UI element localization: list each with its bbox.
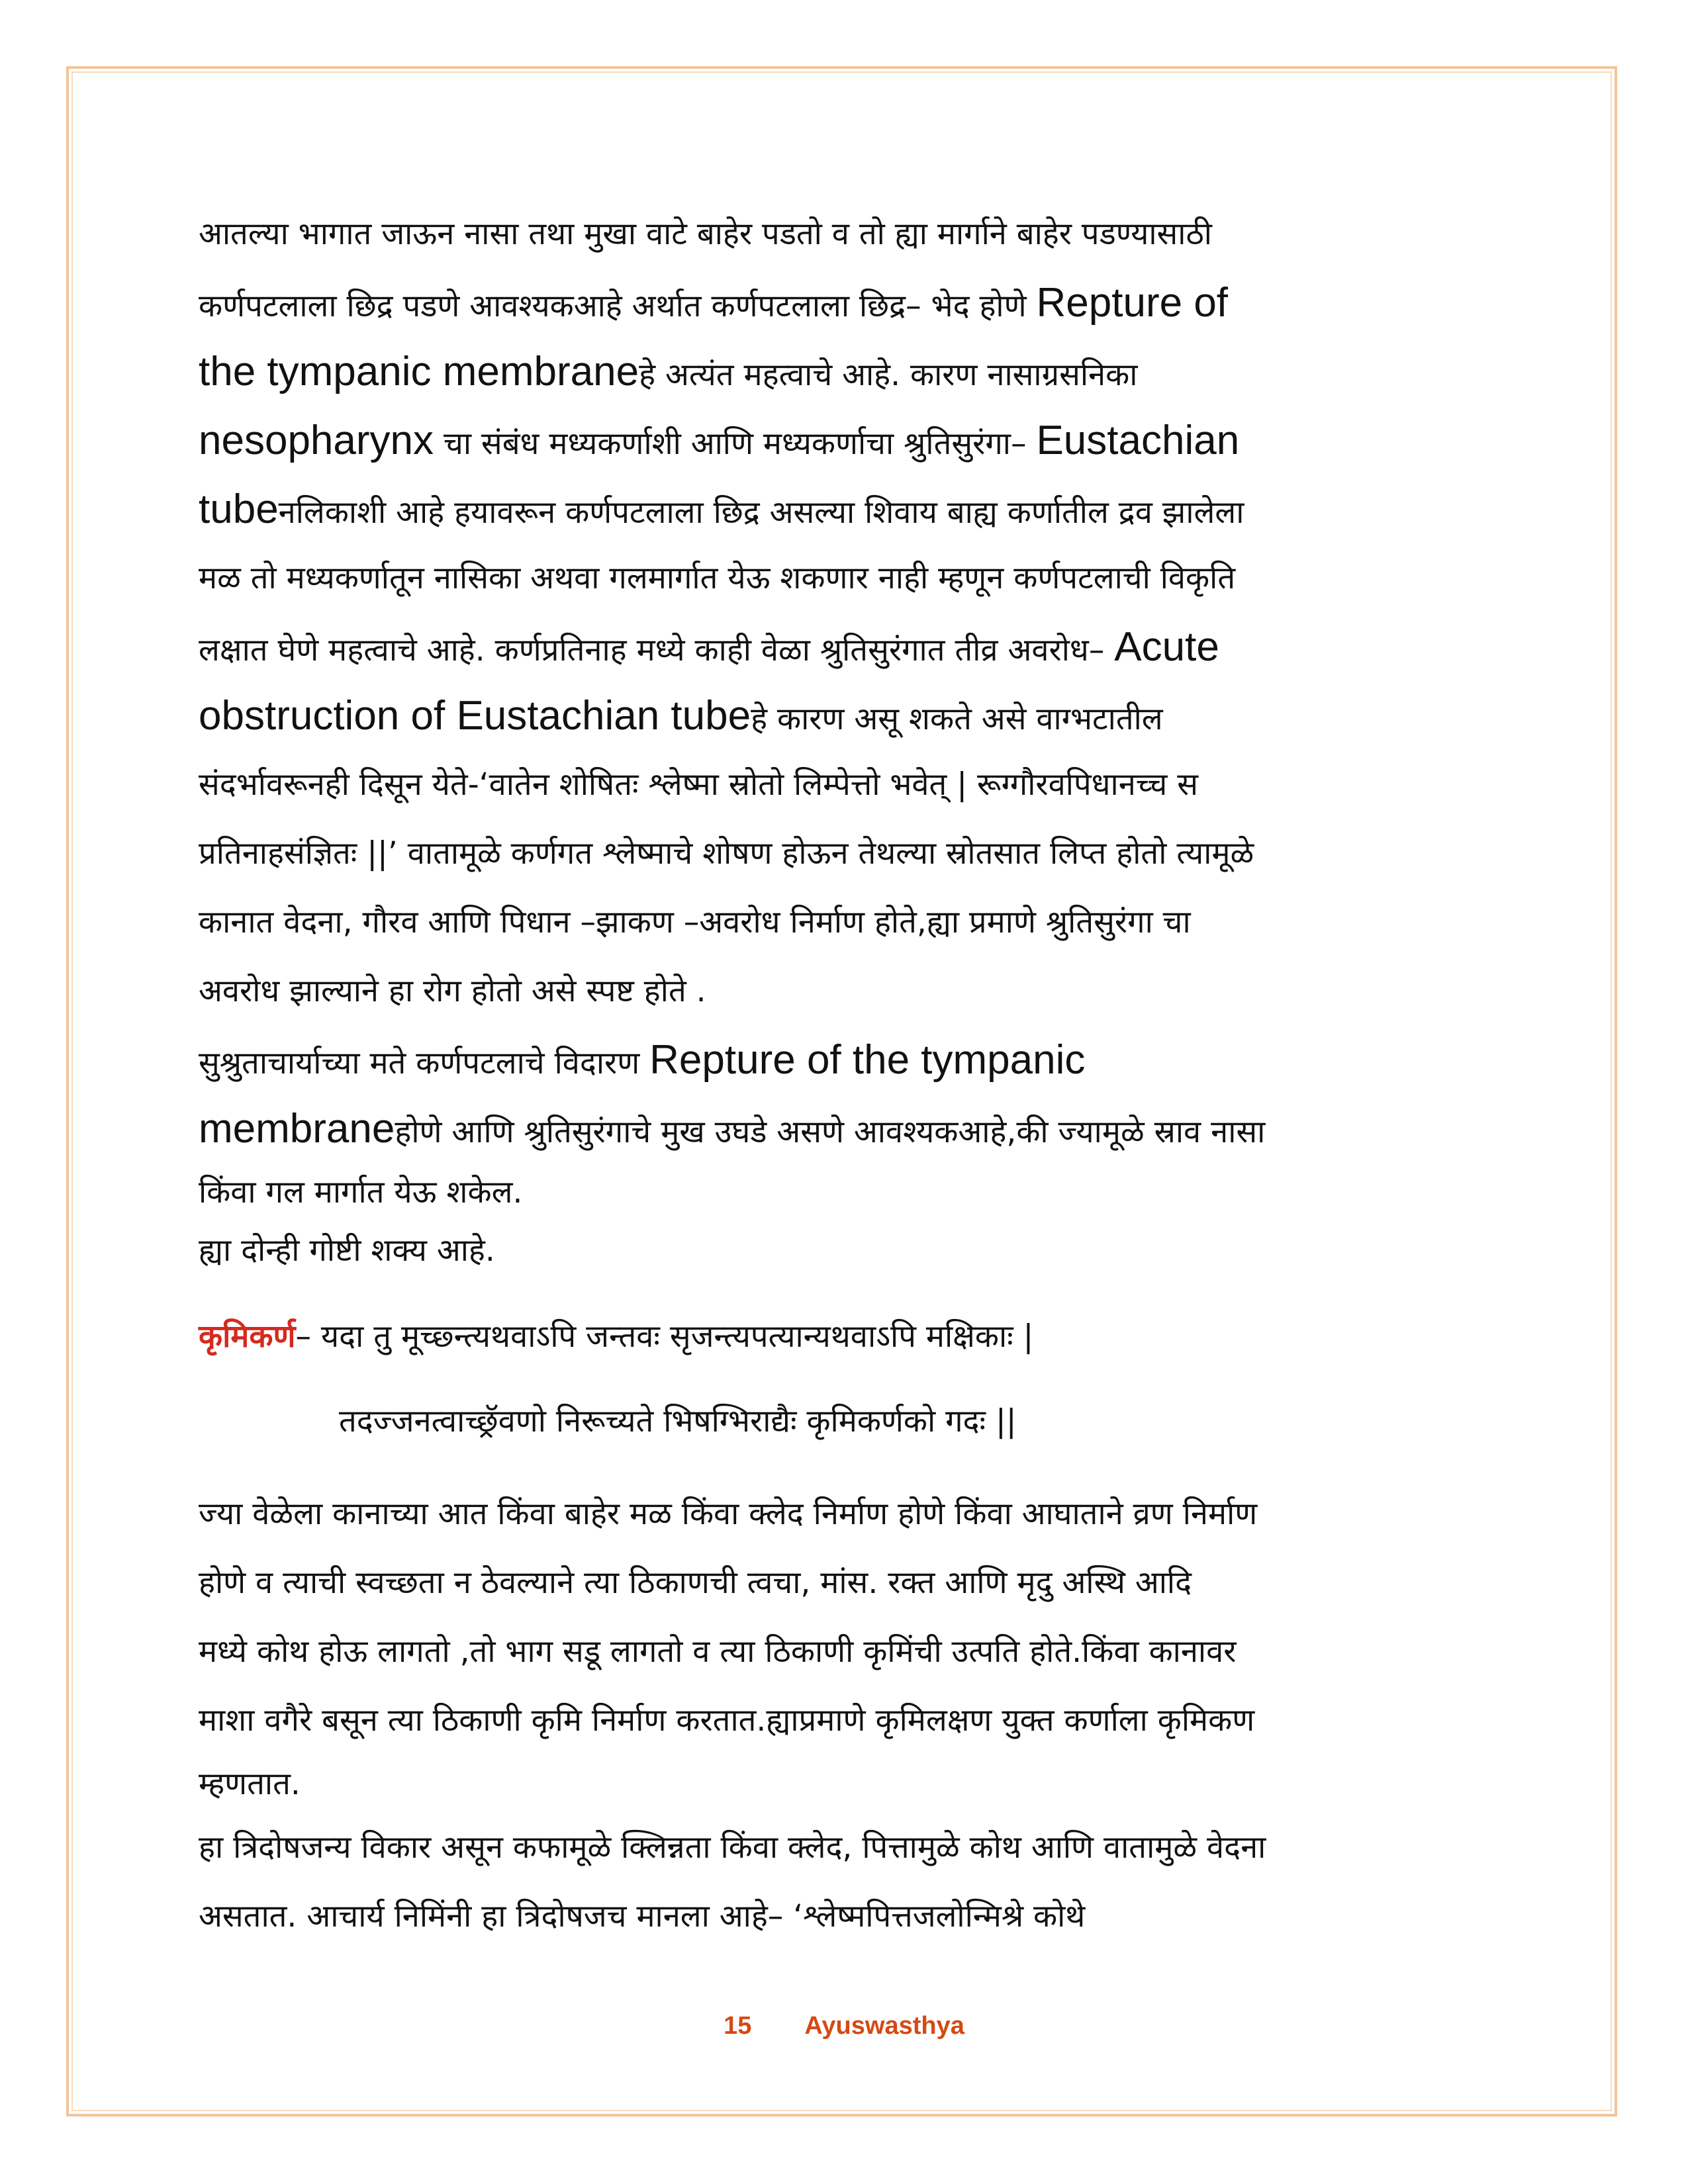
text-line: कानात वेदना, गौरव आणि पिधान –झाकण –अवरोध निर्माण होते,ह्या प्रमाणे श्रुतिसुरंगा चा: [199, 904, 1191, 940]
text-line: असतात. आचार्य निमिंनी हा त्रिदोषजच मानला आहे– ‘श्लेष्मपित्तजलोन्मिश्रे कोथे: [199, 1898, 1086, 1934]
text-segment: सुश्रुताचार्याच्या मते कर्णपटलाचे विदारण: [199, 1045, 650, 1081]
page-content: [199, 200, 1523, 1951]
text-line: [199, 338, 1523, 406]
text-line: ज्या वेळेला कानाच्या आत किंवा बाहेर मळ किंवा क्लेद निर्माण होणे किंवा आघाताने व्रण निर्माण: [199, 1496, 1258, 1532]
text-segment: Repture of the tympanic: [649, 1037, 1086, 1083]
text-line: [199, 406, 1523, 475]
text-segment: the tympanic membrane: [199, 349, 639, 394]
page-number: 15: [724, 2012, 752, 2040]
text-line: होणे व त्याची स्वच्छता न ठेवल्याने त्या ठिकाणची त्वचा, मांस. रक्त आणि मृदु अस्थि आदि: [199, 1565, 1192, 1601]
section-heading: कृमिकर्ण: [199, 1318, 296, 1355]
text-segment: हे अत्यंत महत्वाचे आहे. कारण नासाग्रसनिका: [639, 357, 1138, 393]
footer-title: Ayuswasthya: [804, 2012, 964, 2040]
text-segment: Eustachian: [1036, 418, 1240, 463]
text-line: मध्ये कोथ होऊ लागतो ,तो भाग सडू लागतो व त्या ठिकाणी कृमिंची उत्पति होते.किंवा कानावर: [199, 1633, 1237, 1670]
text-line: [199, 613, 1523, 682]
verse-line: [199, 1302, 1523, 1371]
page-footer: [0, 2012, 1688, 2040]
text-segment: होणे आणि श्रुतिसुरंगाचे मुख उघडे असणे आवश्यकआहे,की ज्यामूळे स्राव नासा: [395, 1114, 1266, 1150]
section-krimikarna: [199, 1302, 1523, 1456]
text-line: म्हणतात.: [199, 1766, 301, 1802]
text-line: [199, 1095, 1523, 1163]
text-line: हा त्रिदोषजन्य विकार असून कफामूळे क्लिन्नता किंवा क्लेद, पित्तामुळे कोथ आणि वातामुळे वेदना: [199, 1829, 1266, 1866]
text-line: [199, 269, 1523, 338]
text-segment: लक्षात घेणे महत्वाचे आहे. कर्णप्रतिनाह मध्ये काही वेळा श्रुतिसुरंगात तीव्र अवरोध–: [199, 632, 1115, 668]
text-segment: Acute: [1114, 624, 1219, 670]
verse-text: – यदा तु मूच्छ्न्त्यथवाऽपि जन्तवः सृजन्त्यपत्यान्यथवाऽपि मक्षिकाः |: [295, 1318, 1034, 1355]
text-segment: nesopharynx: [199, 418, 434, 463]
text-segment: नलिकाशी आहे हयावरून कर्णपटलाला छिद्र असल्या शिवाय बाह्य कर्णातील द्रव झालेला: [278, 494, 1244, 531]
text-segment: कर्णपटलाला छिद्र पडणे आवश्यकआहे अर्थात कर्णपटलाला छिद्र– भेद होणे: [199, 288, 1037, 324]
text-segment: हे कारण असू शकते असे वाग्भटातील: [751, 701, 1163, 737]
text-segment: membrane: [199, 1106, 395, 1152]
paragraph-1: [199, 200, 1523, 1026]
text-line: माशा वगैरे बसून त्या ठिकाणी कृमि निर्माण करतात.ह्याप्रमाणे कृमिलक्षण युक्त कर्णाला कृमिकण: [199, 1702, 1255, 1739]
text-segment: चा संबंध मध्यकर्णाशी आणि मध्यकर्णाचा श्रुतिसुरंगा–: [434, 426, 1037, 462]
text-line: प्रतिनाहसंज्ञितः ||’ वातामूळे कर्णगत श्लेष्माचे शोषण होऊन तेथल्या स्रोतसात लिप्त होतो त्यामूळे: [199, 835, 1254, 872]
text-line: [199, 682, 1523, 751]
text-line: मळ तो मध्यकर्णातून नासिका अथवा गलमार्गात येऊ शकणार नाही म्हणून कर्णपटलाची विकृति: [199, 560, 1236, 596]
text-line: किंवा गल मार्गात येऊ शकेल.: [199, 1174, 523, 1210]
paragraph-3: [199, 1480, 1523, 1951]
verse-line: तदज्जनत्वाच्छ्रॅवणो निरूच्यते भिषग्भिराद्यैः कृमिकर्णको गदः ||: [339, 1403, 1017, 1439]
text-segment: Repture of: [1036, 280, 1229, 326]
text-line: ह्या दोन्ही गोष्टी शक्य आहे.: [199, 1232, 495, 1269]
text-line: [199, 1026, 1523, 1095]
text-line: अवरोध झाल्याने हा रोग होतो असे स्पष्ट होते .: [199, 973, 706, 1009]
paragraph-2: [199, 1026, 1523, 1280]
text-segment: tube: [199, 486, 279, 532]
text-line: संदर्भावरूनही दिसून येते-‘वातेन शोषितः श्लेष्मा स्रोतो लिम्पेत्तो भवेत् | रूग्गौरवपिधानच्च स: [199, 766, 1199, 803]
text-segment: obstruction of Eustachian tube: [199, 693, 751, 739]
text-line: आतल्या भागात जाऊन नासा तथा मुखा वाटे बाहेर पडतो व तो ह्या मार्गाने बाहेर पडण्यासाठी: [199, 216, 1212, 252]
text-line: [199, 475, 1523, 544]
